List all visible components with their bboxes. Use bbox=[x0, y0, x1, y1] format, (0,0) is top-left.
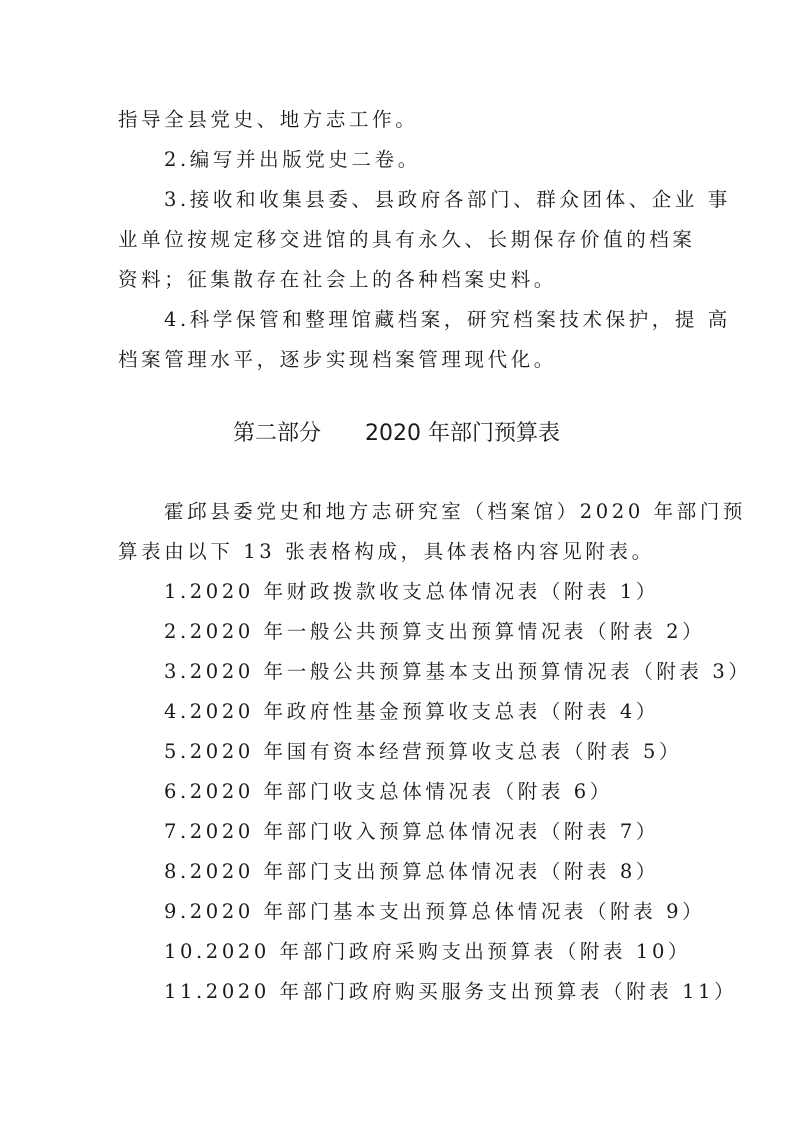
list-item: 2.编写并出版党史二卷。 bbox=[164, 148, 421, 171]
list-item: 11.2020 年部门政府购买服务支出预算表（附表 11） bbox=[164, 980, 738, 1003]
list-item: 3.接收和收集县委、县政府各部门、群众团体、企业 事 bbox=[164, 188, 731, 211]
intro-line: 霍邱县委党史和地方志研究室（档案馆）2020 年部门预 bbox=[164, 500, 747, 523]
text-line: 指导全县党史、地方志工作。 bbox=[118, 108, 419, 131]
list-item: 7.2020 年部门收入预算总体情况表（附表 7） bbox=[164, 820, 660, 843]
list-item: 4.2020 年政府性基金预算收支总表（附表 4） bbox=[164, 700, 660, 723]
text-line: 业单位按规定移交进馆的具有永久、长期保存价值的档案 bbox=[118, 228, 696, 251]
list-item: 3.2020 年一般公共预算基本支出预算情况表（附表 3） bbox=[164, 660, 752, 683]
list-item: 1.2020 年财政拨款收支总体情况表（附表 1） bbox=[164, 580, 660, 603]
section-heading: 第二部分 2020 年部门预算表 bbox=[233, 421, 560, 446]
list-item: 9.2020 年部门基本支出预算总体情况表（附表 9） bbox=[164, 900, 706, 923]
list-item: 4.科学保管和整理馆藏档案，研究档案技术保护，提 高 bbox=[164, 308, 731, 331]
list-item: 6.2020 年部门收支总体情况表（附表 6） bbox=[164, 780, 613, 803]
list-item: 5.2020 年国有资本经营预算收支总表（附表 5） bbox=[164, 740, 683, 763]
list-item: 10.2020 年部门政府采购支出预算表（附表 10） bbox=[164, 940, 692, 963]
intro-line: 算表由以下 13 张表格构成，具体表格内容见附表。 bbox=[118, 540, 655, 563]
list-item: 8.2020 年部门支出预算总体情况表（附表 8） bbox=[164, 860, 660, 883]
text-line: 资料；征集散存在社会上的各种档案史料。 bbox=[118, 268, 557, 291]
text-line: 档案管理水平，逐步实现档案管理现代化。 bbox=[118, 348, 557, 371]
list-item: 2.2020 年一般公共预算支出预算情况表（附表 2） bbox=[164, 620, 706, 643]
